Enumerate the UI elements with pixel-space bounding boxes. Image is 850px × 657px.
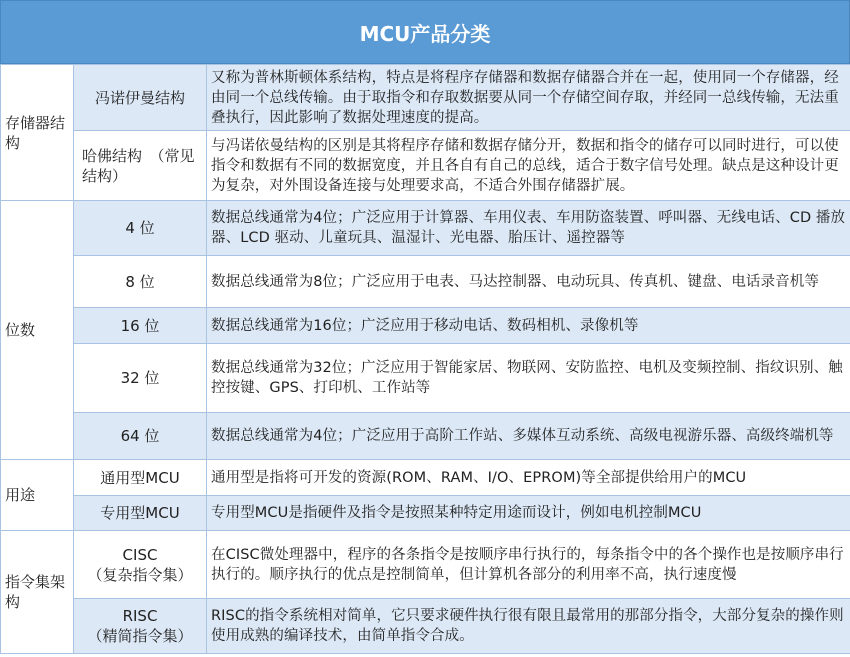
category-isa: 指令集架构 <box>1 531 74 654</box>
table-row <box>1 344 850 413</box>
classification-grid <box>0 64 850 654</box>
table-row <box>1 413 850 460</box>
table-title: MCU产品分类 <box>0 0 850 64</box>
description-von-neumann: 又称为普林斯顿体系结构，特点是将程序存储器和数据存储器合并在一起，使用同一个存储器，经由同一个总线传输。由于取指令和存取数据要从同一个存储空间存取，并经同一总线传输，无法重叠执行，因此影响了数据处理速度的提高。 <box>207 65 850 131</box>
table-row <box>1 131 850 201</box>
table-row <box>1 201 850 256</box>
description-16bit: 数据总线通常为16位；广泛应用于移动电话、数码相机、录像机等 <box>207 308 850 344</box>
category-bits: 位数 <box>1 201 74 460</box>
subcategory-16bit: 16 位 <box>74 308 207 344</box>
subcategory-von-neumann: 冯诺伊曼结构 <box>74 65 207 131</box>
description-harvard: 与冯诺依曼结构的区别是其将程序存储和数据存储分开，数据和指令的储存可以同时进行，可以使指令和数据有不同的数据宽度，并且各自有自己的总线，适合于数字信号处理。缺点是这种设计更为复杂，对外围设备连接与处理要求高，不适合外围存储器扩展。 <box>207 131 850 201</box>
description-32bit: 数据总线通常为32位；广泛应用于智能家居、物联网、安防监控、电机及变频控制、指纹识别、触控按键、GPS、打印机、工作站等 <box>207 344 850 413</box>
subcategory-harvard: 哈佛结构 （常见结构） <box>74 131 207 201</box>
table-row <box>1 308 850 344</box>
table-row <box>1 65 850 131</box>
subcategory-4bit: 4 位 <box>74 201 207 256</box>
description-special-mcu: 专用型MCU是指硬件及指令是按照某种特定用途而设计，例如电机控制MCU <box>207 496 850 531</box>
description-4bit: 数据总线通常为4位；广泛应用于计算器、车用仪表、车用防盗装置、呼叫器、无线电话、CD 播放器、LCD 驱动、儿童玩具、温湿计、光电器、胎压计、遥控器等 <box>207 201 850 256</box>
table-row <box>1 256 850 308</box>
description-cisc: 在CISC微处理器中，程序的各条指令是按顺序串行执行的，每条指令中的各个操作也是按顺序串行执行的。顺序执行的优点是控制简单，但计算机各部分的利用率不高，执行速度慢 <box>207 531 850 599</box>
subcategory-8bit: 8 位 <box>74 256 207 308</box>
subcategory-general-mcu: 通用型MCU <box>74 460 207 496</box>
table-row <box>1 460 850 496</box>
category-memory: 存储器结构 <box>1 65 74 201</box>
subcategory-cisc: CISC （复杂指令集） <box>74 531 207 599</box>
table-row <box>1 599 850 654</box>
category-usage: 用途 <box>1 460 74 531</box>
subcategory-32bit: 32 位 <box>74 344 207 413</box>
description-general-mcu: 通用型是指将可开发的资源(ROM、RAM、I/O、EPROM)等全部提供给用户的MCU <box>207 460 850 496</box>
table-row <box>1 531 850 599</box>
subcategory-special-mcu: 专用型MCU <box>74 496 207 531</box>
description-8bit: 数据总线通常为8位；广泛应用于电表、马达控制器、电动玩具、传真机、键盘、电话录音机等 <box>207 256 850 308</box>
subcategory-64bit: 64 位 <box>74 413 207 460</box>
subcategory-risc: RISC （精简指令集） <box>74 599 207 654</box>
description-risc: RISC的指令系统相对简单，它只要求硬件执行很有限且最常用的那部分指令，大部分复杂的操作则使用成熟的编译技术，由简单指令合成。 <box>207 599 850 654</box>
table-row <box>1 496 850 531</box>
description-64bit: 数据总线通常为4位；广泛应用于高阶工作站、多媒体互动系统、高级电视游乐器、高级终端机等 <box>207 413 850 460</box>
